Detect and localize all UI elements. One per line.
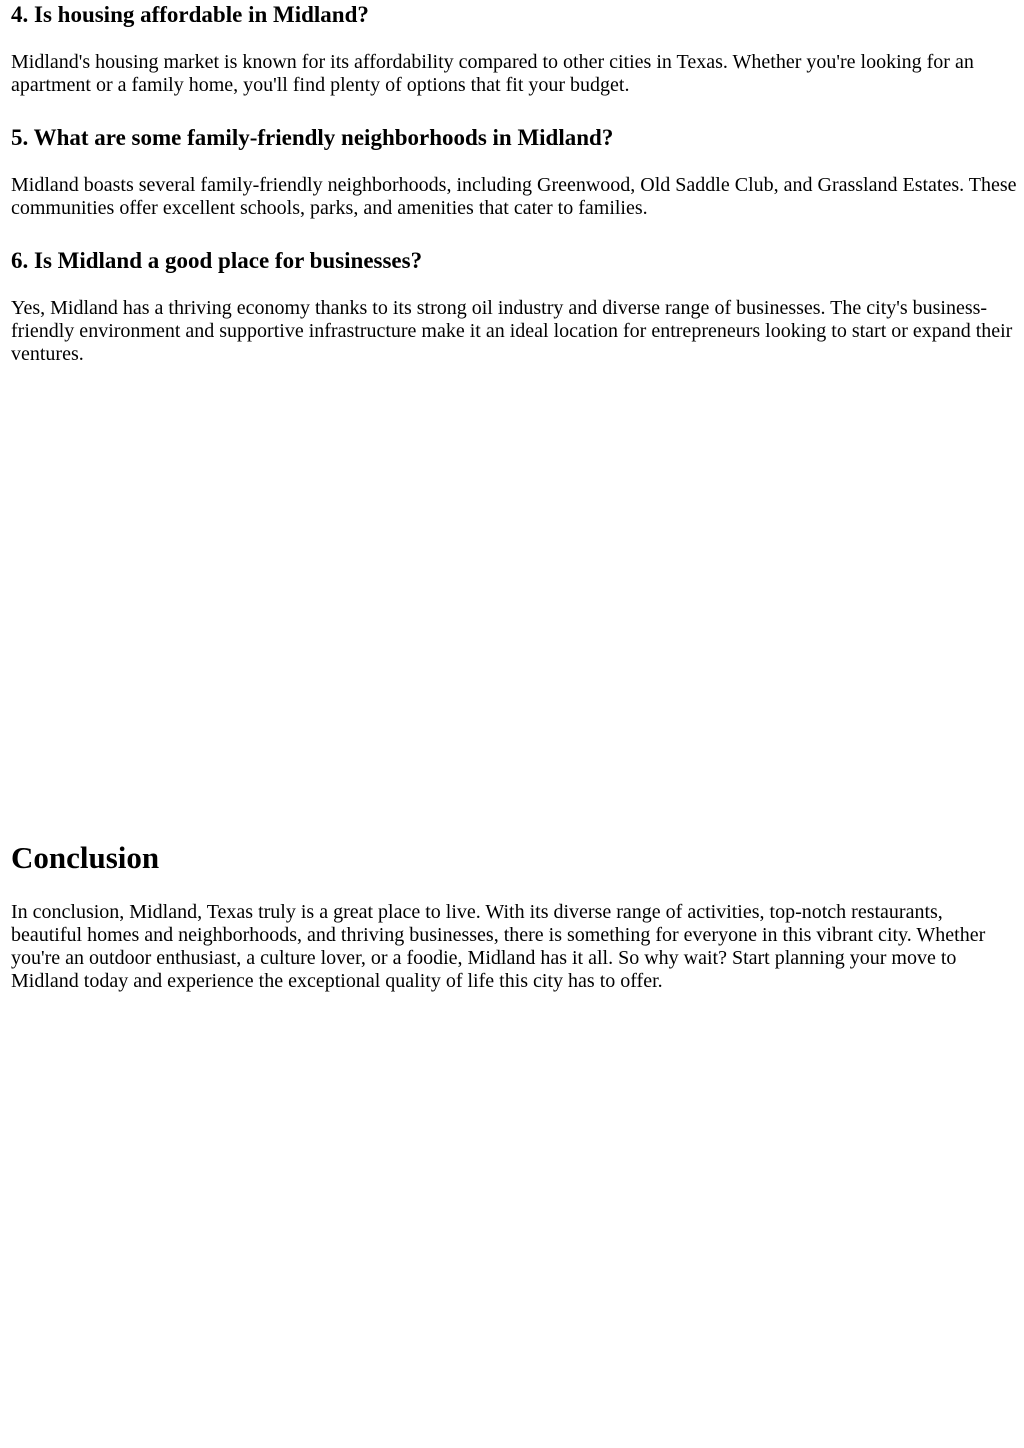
faq-answer: Midland boasts several family-friendly neighborhoods, including Greenwood, Old Saddle Club, and Grassland Estates. These communities offer excellent schools, parks, and amenities that cater to families. <box>11 174 1017 219</box>
faq-item-housing <box>11 1 1018 97</box>
faq-item-neighborhoods <box>11 124 1018 220</box>
conclusion-section <box>11 838 1018 993</box>
faq-item-businesses <box>11 247 1018 366</box>
conclusion-paragraph: In conclusion, Midland, Texas truly is a great place to live. With its diverse range of activities, top-notch restaurants, beautiful homes and neighborhoods, and thriving businesses, there is something for everyone in this vibrant city. Whether you're an outdoor enthusiast, a culture lover, or a foodie, Midland has it all. So why wait? Start planning your move to Midland today and experience the exceptional quality of life this city has to offer. <box>11 901 986 992</box>
faq-question: 5. What are some family-friendly neighborhoods in Midland? <box>11 125 614 150</box>
faq-answer: Yes, Midland has a thriving economy thanks to its strong oil industry and diverse range of businesses. The city's business-friendly environment and supportive infrastructure make it an ideal location for entrepreneurs looking to start or expand their ventures. <box>11 297 1013 365</box>
conclusion-heading: Conclusion <box>11 840 160 875</box>
faq-answer: Midland's housing market is known for its affordability compared to other cities in Texas. Whether you're looking for an apartment or a family home, you'll find plenty of options that fit your budget. <box>11 51 974 96</box>
faq-question: 6. Is Midland a good place for businesses? <box>11 248 423 273</box>
faq-question: 4. Is housing affordable in Midland? <box>11 2 369 27</box>
